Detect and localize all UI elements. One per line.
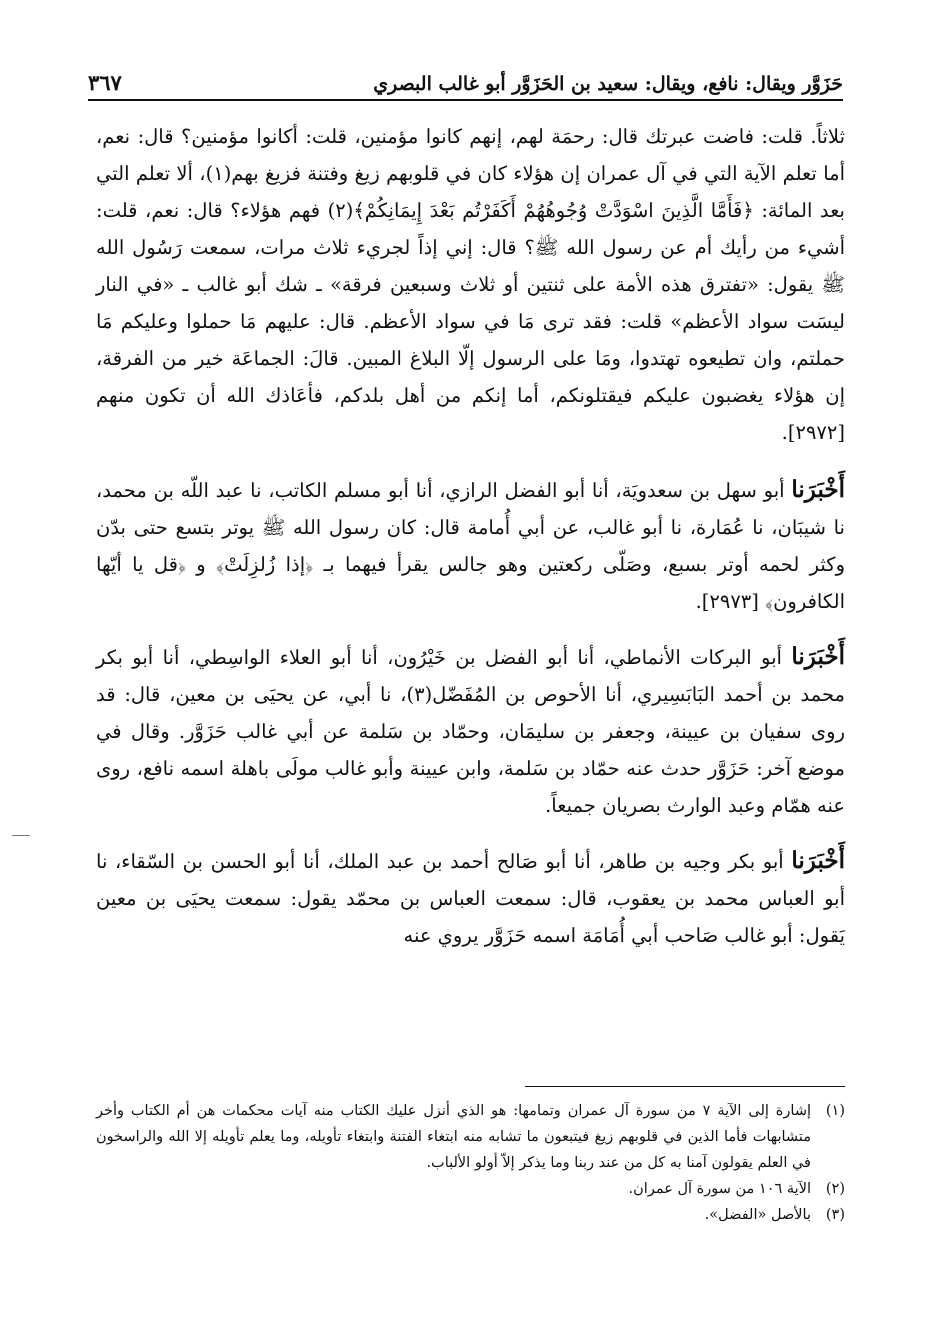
footnote-text: بالأصل «الفضل». — [704, 1207, 811, 1223]
paragraph-text: أبو بكر وجيه بن طاهر، أنا أبو صَالح أحمد بن عبد الملك، أنا أبو الحسن بن السّقاء، نا أبو العباس محمد بن يعقوب، قال: سمعت العباس بن محمّد يقول: سمعت يحيَى بن معين يَقول: أبو غالب صَاحب أبي أُمَامَة اسمه حَزَوَّر يروي عنه — [96, 850, 845, 947]
paragraph-lead-word: أَخْبَرَنا — [791, 847, 845, 874]
page-number: ٣٦٧ — [88, 70, 122, 95]
paragraph — [96, 842, 845, 954]
footnote-number: (٣) — [825, 1207, 845, 1223]
main-text — [96, 118, 845, 972]
footnote-number: (٢) — [825, 1181, 845, 1197]
footnote — [96, 1176, 845, 1202]
paragraph-lead-word: أَخْبَرَنا — [791, 643, 845, 670]
paragraph-lead-word: أَخْبَرَنا — [791, 476, 845, 503]
footnote-separator — [525, 1086, 845, 1087]
running-header — [88, 55, 843, 101]
paragraph — [96, 638, 845, 824]
header-title: حَزَوَّر ويقال: نافع، ويقال: سعيد بن الحَزَوَّر أبو غالب البصري — [373, 73, 843, 95]
paragraph-text: أبو سهل بن سعدويَة، أنا أبو الفضل الرازي، أنا أبو مسلم الكاتب، نا عبد اللّه بن محمد، نا شيبَان، نا عُمَارة، نا أبو غالب، عن أبي أُمامة قال: كان رسول الله ﷺ يوتر بتسع حتى بدّن وكثر لحمه أوتر بسبع، وصَلّى ركعتين وهو جالس يقرأ فيهما بـ ﴿إذا زُلزِلَتْ﴾ و ﴿قل يا أيّها الكافرون﴾ [٢٩٧٣]. — [96, 479, 845, 613]
footnote-text: إشارة إلى الآية ٧ من سورة آل عمران وتمامها: هو الذي أنزل عليك الكتاب منه آيات محكمات هن أم الكتاب وأخر متشابهات فأما الذين في قلوبهم زيغ فيتبعون ما تشابه منه ابتغاء الفتنة وابتغاء تأويله، وما يعلم تأويله إلا الله والراسخون في العلم يقولون آمنا به كل من عند ربنا وما يذكر إلاّ أولو الألباب. — [96, 1103, 811, 1171]
footnote-text: الآية ١٠٦ من سورة آل عمران. — [628, 1181, 811, 1197]
footnote — [96, 1202, 845, 1228]
footnotes — [96, 1098, 845, 1228]
margin-mark — [12, 835, 30, 836]
paragraph-text: أبو البركات الأنماطي، أنا أبو الفضل بن خَيْرُون، أنا أبو العلاء الواسِطي، أنا أبو بكر محمد بن أحمد البَابَسِيري، أنا الأحوص بن المُفَضّل(٣)، نا أبي، عن يحيَى بن معين، قال: قد روى سفيان بن عيينة، وجعفر بن سليمَان، وحمّاد بن سَلمة عن أبي غالب حَزَوَّر. وقال في موضع آخر: حَزَوَّر حدث عنه حمّاد بن سَلمة، وابن عيينة وأبو غالب مولَى باهلة اسمه نافع، روى عنه همّام وعبد الوارث بصريان جميعاً. — [96, 646, 845, 817]
footnote-number: (١) — [825, 1103, 845, 1119]
footnote — [96, 1098, 845, 1176]
paragraph-text: ثلاثاً. قلت: فاضت عبرتك قال: رحمَة لهم، إنهم كانوا مؤمنين، قلت: أكانوا مؤمنين؟ قال: نعم، أما تعلم الآية التي في آل عمران إن هؤلاء كان في قلوبهم زيغ وفتنة فزيغ بهم(١)، ألا تعلم التي بعد المائة: ﴿فَأَمَّا الَّذِينَ اسْوَدَّتْ وُجُوهُهُمْ أَكَفَرْتُم بَعْدَ إِيمَانِكُمْ﴾(٢) فهم هؤلاء؟ قال: نعم، قلت: أشيء من رأيك أم عن رسول الله ﷺ؟ قال: إني إذاً لجريء ثلاث مرات، سمعت رَسُول الله ﷺ يقول: «تفترق هذه الأمة على ثنتين أو ثلاث وسبعين فرقة» ـ شك أبو غالب ـ «في النار ليسَت سواد الأعظم» قلت: فقد ترى مَا في سواد الأعظم. قال: عليهم مَا حملوا وعليكم مَا حملتم، وان تطيعوه تهتدوا، ومَا على الرسول إلّا البلاغ المبين. قالَ: الجماعَة خير من الفرقة، إن هؤلاء يغضبون عليكم فيقتلونكم، أما إنكم من أهل بلدكم، فأعَاذك الله أن تكون منهم [٢٩٧٢]. — [96, 125, 845, 444]
paragraph — [96, 471, 845, 620]
paragraph — [96, 118, 845, 451]
